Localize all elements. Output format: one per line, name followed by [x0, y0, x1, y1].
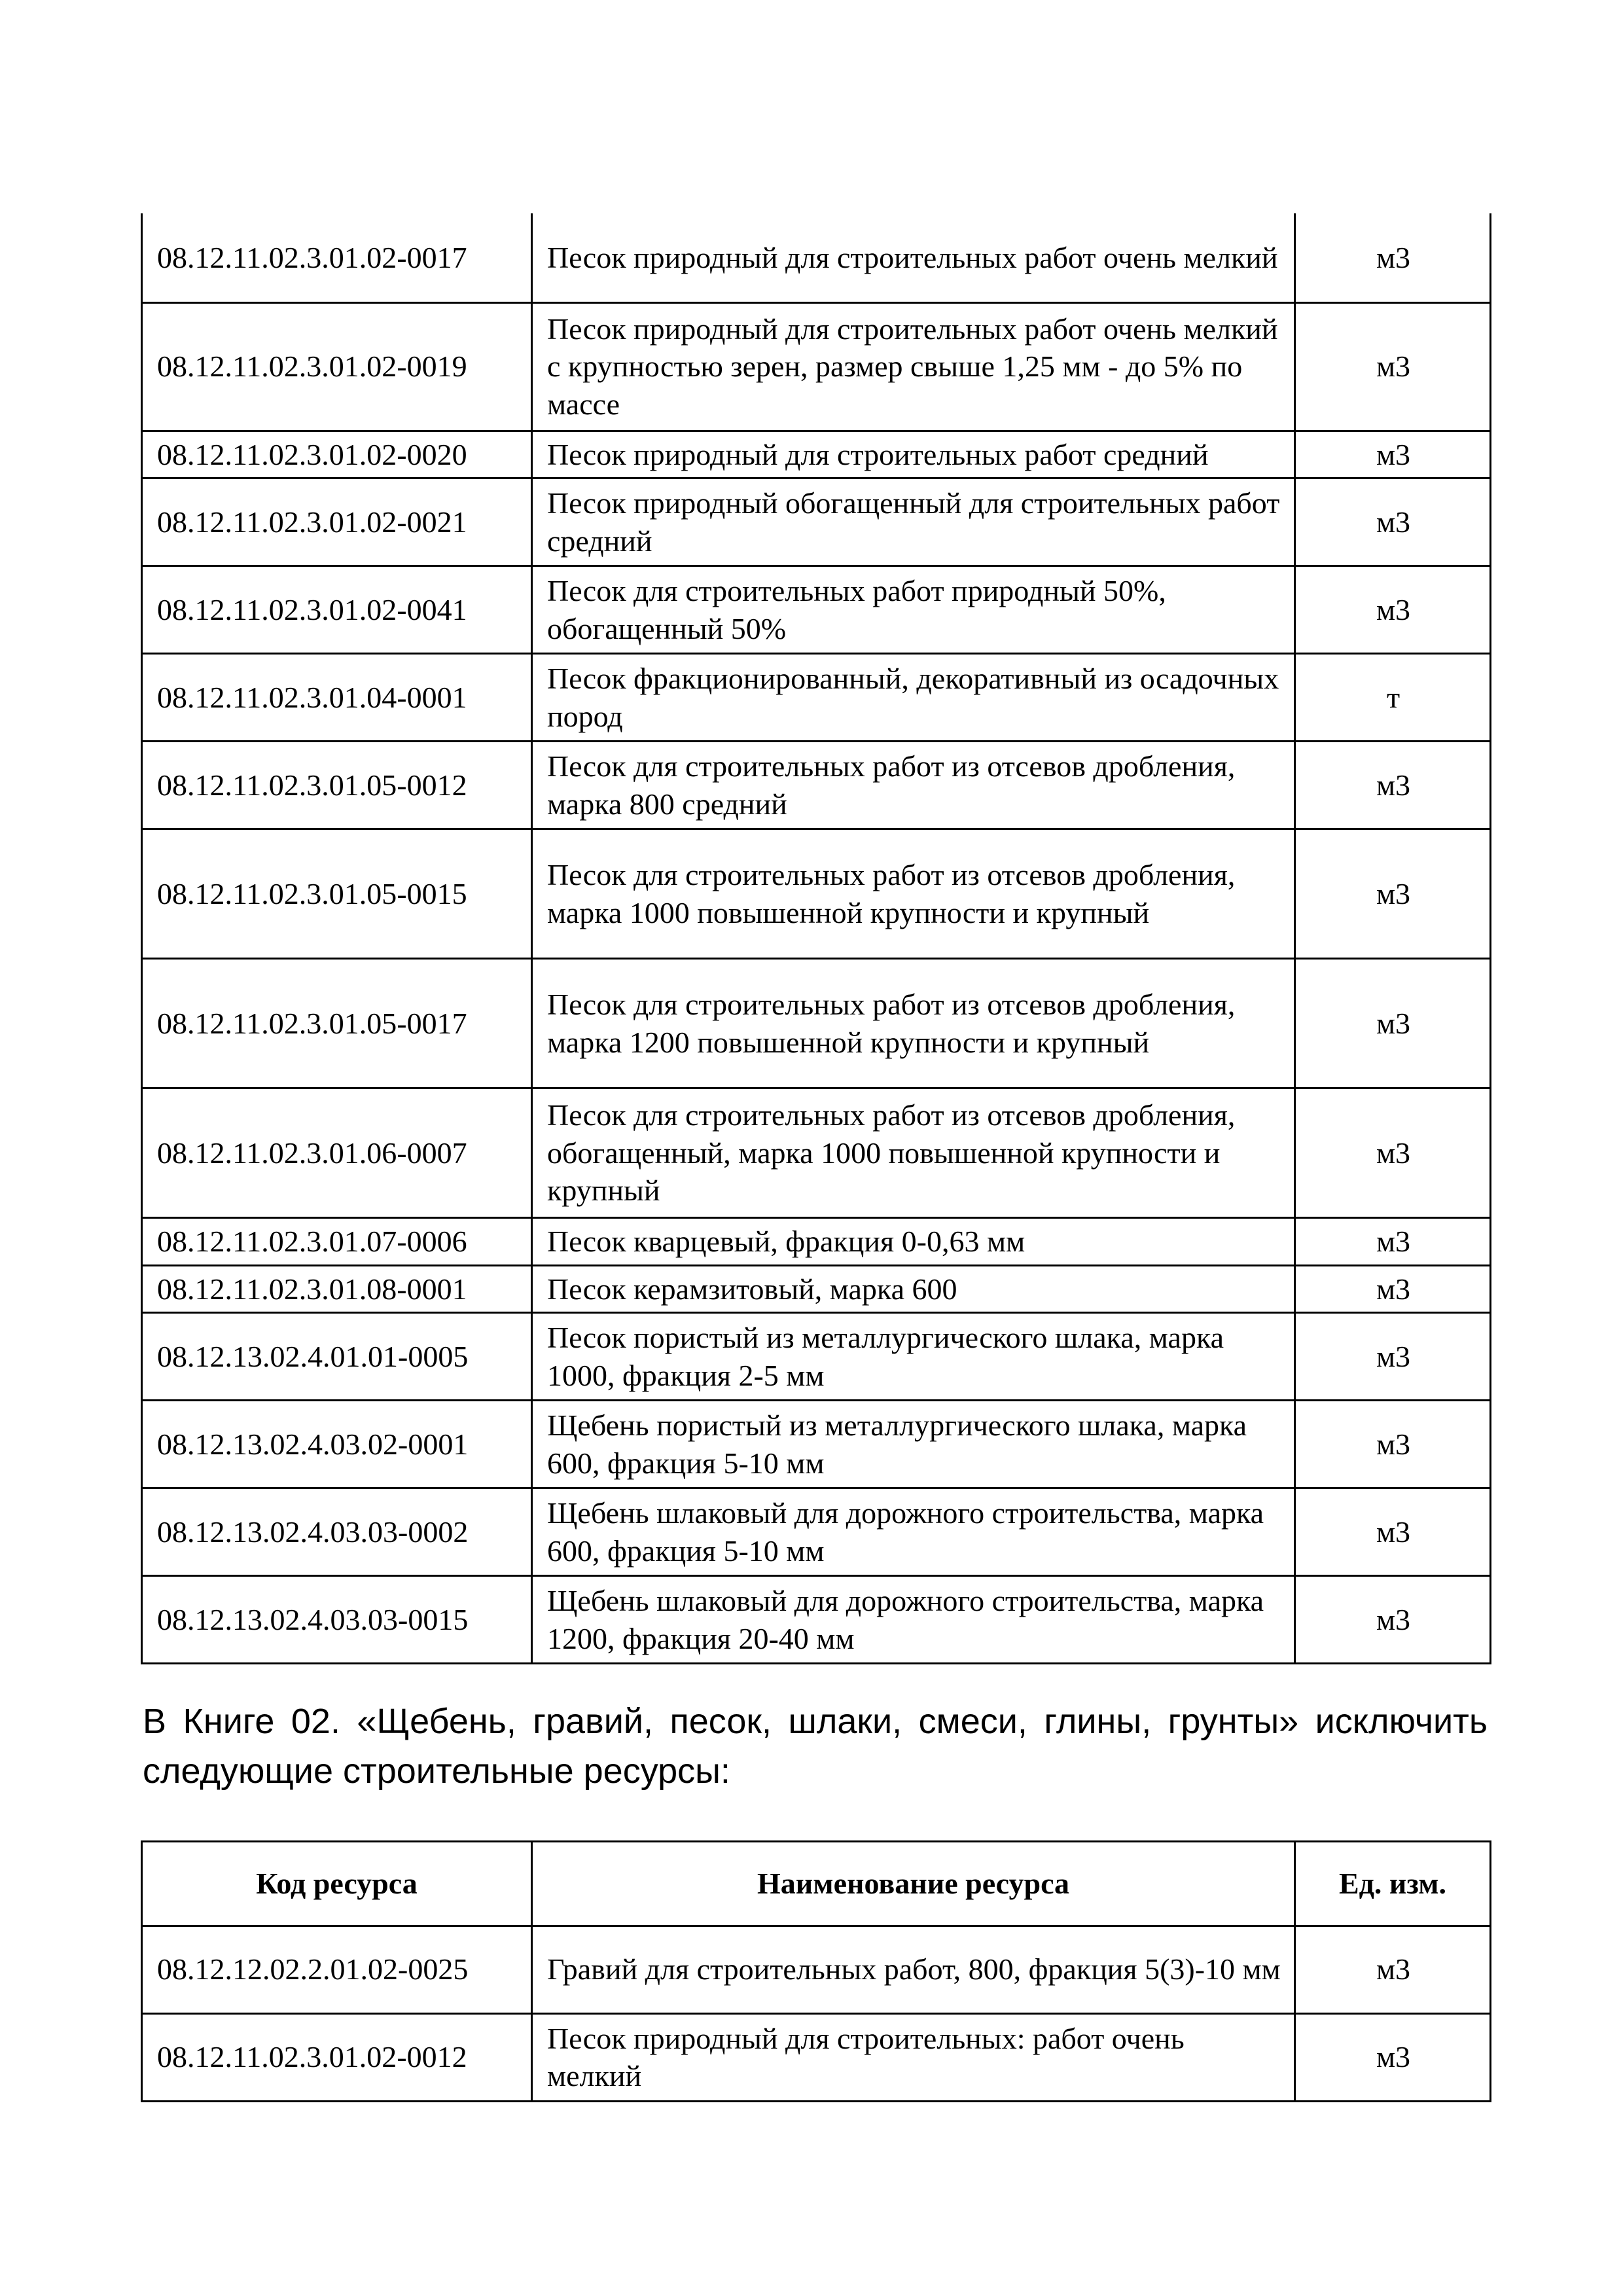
- resource-code: 08.12.11.02.3.01.05-0015: [142, 829, 532, 959]
- resource-code: 08.12.13.02.4.01.01-0005: [142, 1313, 532, 1401]
- resource-name: Песок для строительных работ из отсевов дробления, марка 800 средний: [532, 742, 1295, 829]
- resource-name: Щебень пористый из металлургического шлака, марка 600, фракция 5-10 мм: [532, 1401, 1295, 1488]
- exclusion-intro-paragraph: В Книге 02. «Щебень, гравий, песок, шлаки, смеси, глины, грунты» исключить следующие строительные ресурсы:: [143, 1702, 1488, 1791]
- resource-name: Песок для строительных работ из отсевов дробления, марка 1000 повышенной крупности и крупный: [532, 829, 1295, 959]
- resource-code: 08.12.11.02.3.01.02-0021: [142, 478, 532, 566]
- table-row: [142, 1218, 1491, 1266]
- resource-unit: т: [1295, 654, 1491, 742]
- table-row: [142, 742, 1491, 829]
- resource-name: Песок фракционированный, декоративный из осадочных пород: [532, 654, 1295, 742]
- resource-code: 08.12.11.02.3.01.02-0020: [142, 431, 532, 478]
- resource-code: 08.12.11.02.3.01.07-0006: [142, 1218, 532, 1266]
- resource-name: Щебень шлаковый для дорожного строительства, марка 600, фракция 5-10 мм: [532, 1488, 1295, 1576]
- resource-code: 08.12.11.02.3.01.02-0019: [142, 302, 532, 431]
- resource-name: Песок природный для строительных работ очень мелкий: [532, 213, 1295, 302]
- table-row: [142, 302, 1491, 431]
- resource-unit: м3: [1295, 829, 1491, 959]
- header-unit: Ед. изм.: [1295, 1842, 1491, 1926]
- resource-code: 08.12.11.02.3.01.08-0001: [142, 1265, 532, 1313]
- resource-unit: м3: [1295, 1313, 1491, 1401]
- header-resource-name: Наименование ресурса: [532, 1842, 1295, 1926]
- resource-code: 08.12.12.02.2.01.02-0025: [142, 1926, 532, 2013]
- resource-unit: м3: [1295, 1401, 1491, 1488]
- resource-name: Песок природный обогащенный для строительных работ средний: [532, 478, 1295, 566]
- table-header-row: [142, 1842, 1491, 1926]
- resource-unit: м3: [1295, 478, 1491, 566]
- table-row: [142, 959, 1491, 1088]
- table-row: [142, 2013, 1491, 2101]
- resource-code: 08.12.11.02.3.01.05-0012: [142, 742, 532, 829]
- header-resource-code: Код ресурса: [142, 1842, 532, 1926]
- resource-code: 08.12.13.02.4.03.02-0001: [142, 1401, 532, 1488]
- resource-code: 08.12.13.02.4.03.03-0002: [142, 1488, 532, 1576]
- resource-unit: м3: [1295, 566, 1491, 654]
- resource-code: 08.12.11.02.3.01.06-0007: [142, 1088, 532, 1218]
- resource-unit: м3: [1295, 1488, 1491, 1576]
- resource-name: Песок керамзитовый, марка 600: [532, 1265, 1295, 1313]
- resource-name: Песок для строительных работ из отсевов дробления, марка 1200 повышенной крупности и крупный: [532, 959, 1295, 1088]
- table-row: [142, 1488, 1491, 1576]
- resource-code: 08.12.11.02.3.01.04-0001: [142, 654, 532, 742]
- resource-unit: м3: [1295, 959, 1491, 1088]
- resource-unit: м3: [1295, 742, 1491, 829]
- resource-code: 08.12.11.02.3.01.02-0012: [142, 2013, 532, 2101]
- resource-unit: м3: [1295, 302, 1491, 431]
- excluded-resources-table: [141, 1840, 1491, 2102]
- resource-unit: м3: [1295, 1218, 1491, 1266]
- table-row: [142, 213, 1491, 302]
- resource-unit: м3: [1295, 1265, 1491, 1313]
- resource-name: Песок пористый из металлургического шлака, марка 1000, фракция 2-5 мм: [532, 1313, 1295, 1401]
- table-row: [142, 1926, 1491, 2013]
- resource-unit: м3: [1295, 2013, 1491, 2101]
- table-row: [142, 1088, 1491, 1218]
- table-row: [142, 1576, 1491, 1664]
- resource-name: Песок природный для строительных работ средний: [532, 431, 1295, 478]
- resource-unit: м3: [1295, 431, 1491, 478]
- resource-name: Песок для строительных работ природный 50%, обогащенный 50%: [532, 566, 1295, 654]
- resource-code: 08.12.11.02.3.01.02-0041: [142, 566, 532, 654]
- resource-name: Гравий для строительных работ, 800, фракция 5(3)-10 мм: [532, 1926, 1295, 2013]
- resource-code: 08.12.13.02.4.03.03-0015: [142, 1576, 532, 1664]
- table-row: [142, 1401, 1491, 1488]
- table-row: [142, 431, 1491, 478]
- resource-name: Песок природный для строительных: работ очень мелкий: [532, 2013, 1295, 2101]
- resources-table-continued: [141, 213, 1491, 1664]
- table-row: [142, 829, 1491, 959]
- resource-code: 08.12.11.02.3.01.02-0017: [142, 213, 532, 302]
- resource-name: Песок для строительных работ из отсевов дробления, обогащенный, марка 1000 повышенной крупности и крупный: [532, 1088, 1295, 1218]
- table-row: [142, 654, 1491, 742]
- resource-name: Щебень шлаковый для дорожного строительства, марка 1200, фракция 20-40 мм: [532, 1576, 1295, 1664]
- resource-unit: м3: [1295, 1926, 1491, 2013]
- table-row: [142, 1265, 1491, 1313]
- table-row: [142, 478, 1491, 566]
- resource-unit: м3: [1295, 1576, 1491, 1664]
- resource-code: 08.12.11.02.3.01.05-0017: [142, 959, 532, 1088]
- table-row: [142, 1313, 1491, 1401]
- resource-name: Песок природный для строительных работ очень мелкий с крупностью зерен, размер свыше 1,25 мм - до 5% по массе: [532, 302, 1295, 431]
- resource-unit: м3: [1295, 1088, 1491, 1218]
- table-row: [142, 566, 1491, 654]
- resource-name: Песок кварцевый, фракция 0-0,63 мм: [532, 1218, 1295, 1266]
- resource-unit: м3: [1295, 213, 1491, 302]
